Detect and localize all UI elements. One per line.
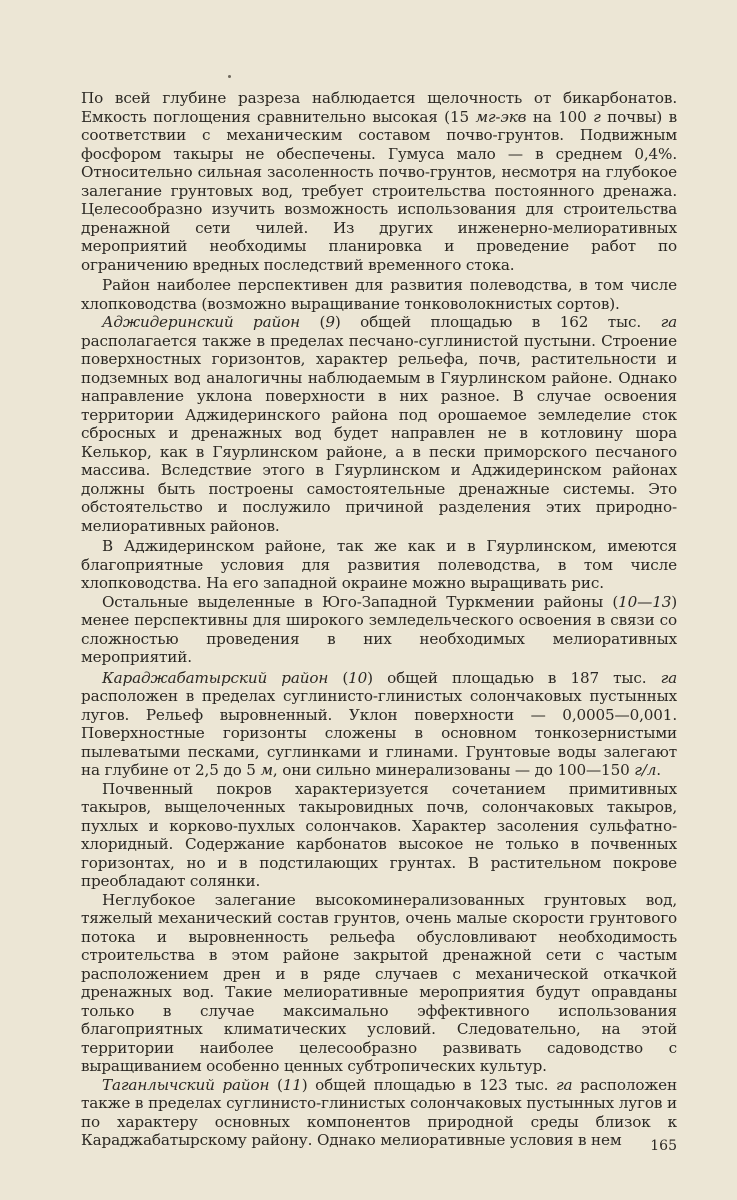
paragraph: По всей глубине разреза наблюдается щелочность от бикарбонатов. Емкость поглощения сравнительно высокая (15 мг-экв на 100 г почвы) в соответствии с механическим составом почво-грунтов. Подвижным фосфором такыры не обеспечены. Гумуса мало — в среднем 0,4%. Относительно сильная засоленность почво-грунтов, несмотря на глубокое залегание грунтовых вод, требует строительства постоянного дренажа. Целесообразно изучить возможность использования для строительства дренажной сети чилей. Из других инженерно-мелиоративных мероприятий необходимы планировка и проведение работ по ограничению вредных последствий временного стока. [81, 89, 677, 274]
print-speck [228, 75, 231, 78]
paragraph: Почвенный покров характеризуется сочетанием примитивных такыров, выщелоченных такыровидных почв, солончаковых такыров, пухлых и корково-пухлых солончаков. Характер засоления сульфатно-хлоридный. Содержание карбонатов высокое не только в почвенных горизонтах, но и в подстилающих грунтах. В растительном покрове преобладают солянки. [81, 779, 677, 890]
paragraph: Караджабатырский район (10) общей площадью в 187 тыс. га расположен в пределах суглинисто-глинистых солончаковых пустынных лугов. Рельеф выровненный. Уклон поверхности — 0,0005—0,001. Поверхностные горизонты сложены в основном тонкозернистыми пылеватыми песками, суглинками и глинами. Грунтовые воды залегают на глубине от 2,5 до 5 м, они сильно минерализованы — до 100—150 г/л. [81, 668, 677, 779]
paragraph: Район наиболее перспективен для развития полеводства, в том числе хлопководства (возможно выращивание тонковолокнистых сортов). [81, 276, 677, 313]
paragraph: Остальные выделенные в Юго-Западной Туркмении районы (10—13) менее перспективны для широкого земледельческого освоения в связи со сложностью проведения в них необходимых мелиоративных мероприятий. [81, 592, 677, 666]
paragraph: Неглубокое залегание высокоминерализованных грунтовых вод, тяжелый механический состав грунтов, очень малые скорости грунтового потока и выровненность рельефа обусловливают необходимость строительства в этом районе закрытой дренажной сети с частым расположением дрен и в ряде случаев с механической откачкой дренажных вод. Такие мелиоративные мероприятия будут оправданы только в случае максимально эффективного использования благоприятных климатических условий. Следовательно, на этой территории наиболее целесообразно развивать садоводство с выращиванием особенно ценных субтропических культур. [81, 890, 677, 1075]
paragraph: Аджидеринский район (9) общей площадью в 162 тыс. га располагается также в пределах песчано-суглинистой пустыни. Строение поверхностных горизонтов, характер рельефа, почв, растительности и подземных вод аналогичны наблюдаемым в Гяурлинском районе. Однако направление уклона поверхности в них разное. В случае освоения территории Аджидеринского района под орошаемое земледелие сток сбросных и дренажных вод будет направлен не в котловину шора Келькор, как в Гяурлинском районе, а в пески приморского песчаного массива. Вследствие этого в Гяурлинском и Аджидеринском районах должны быть построены самостоятельные дренажные системы. Это обстоятельство и послужило причиной разделения этих природно-мелиоративных районов. [81, 313, 677, 535]
paragraph: В Аджидеринском районе, так же как и в Гяурлинском, имеются благоприятные условия для развития полеводства, в том числе хлопководства. На его западной окраине можно выращивать рис. [81, 537, 677, 592]
page-number: 165 [650, 1138, 677, 1154]
body-text [81, 89, 677, 1150]
paragraph: Таганлычский район (11) общей площадью в 123 тыс. га расположен также в пределах суглинисто-глинистых солончаковых пустынных лугов и по характеру основных компонентов природной среды близок к Караджабатырскому району. Однако мелиоративные условия в нем [81, 1075, 677, 1149]
